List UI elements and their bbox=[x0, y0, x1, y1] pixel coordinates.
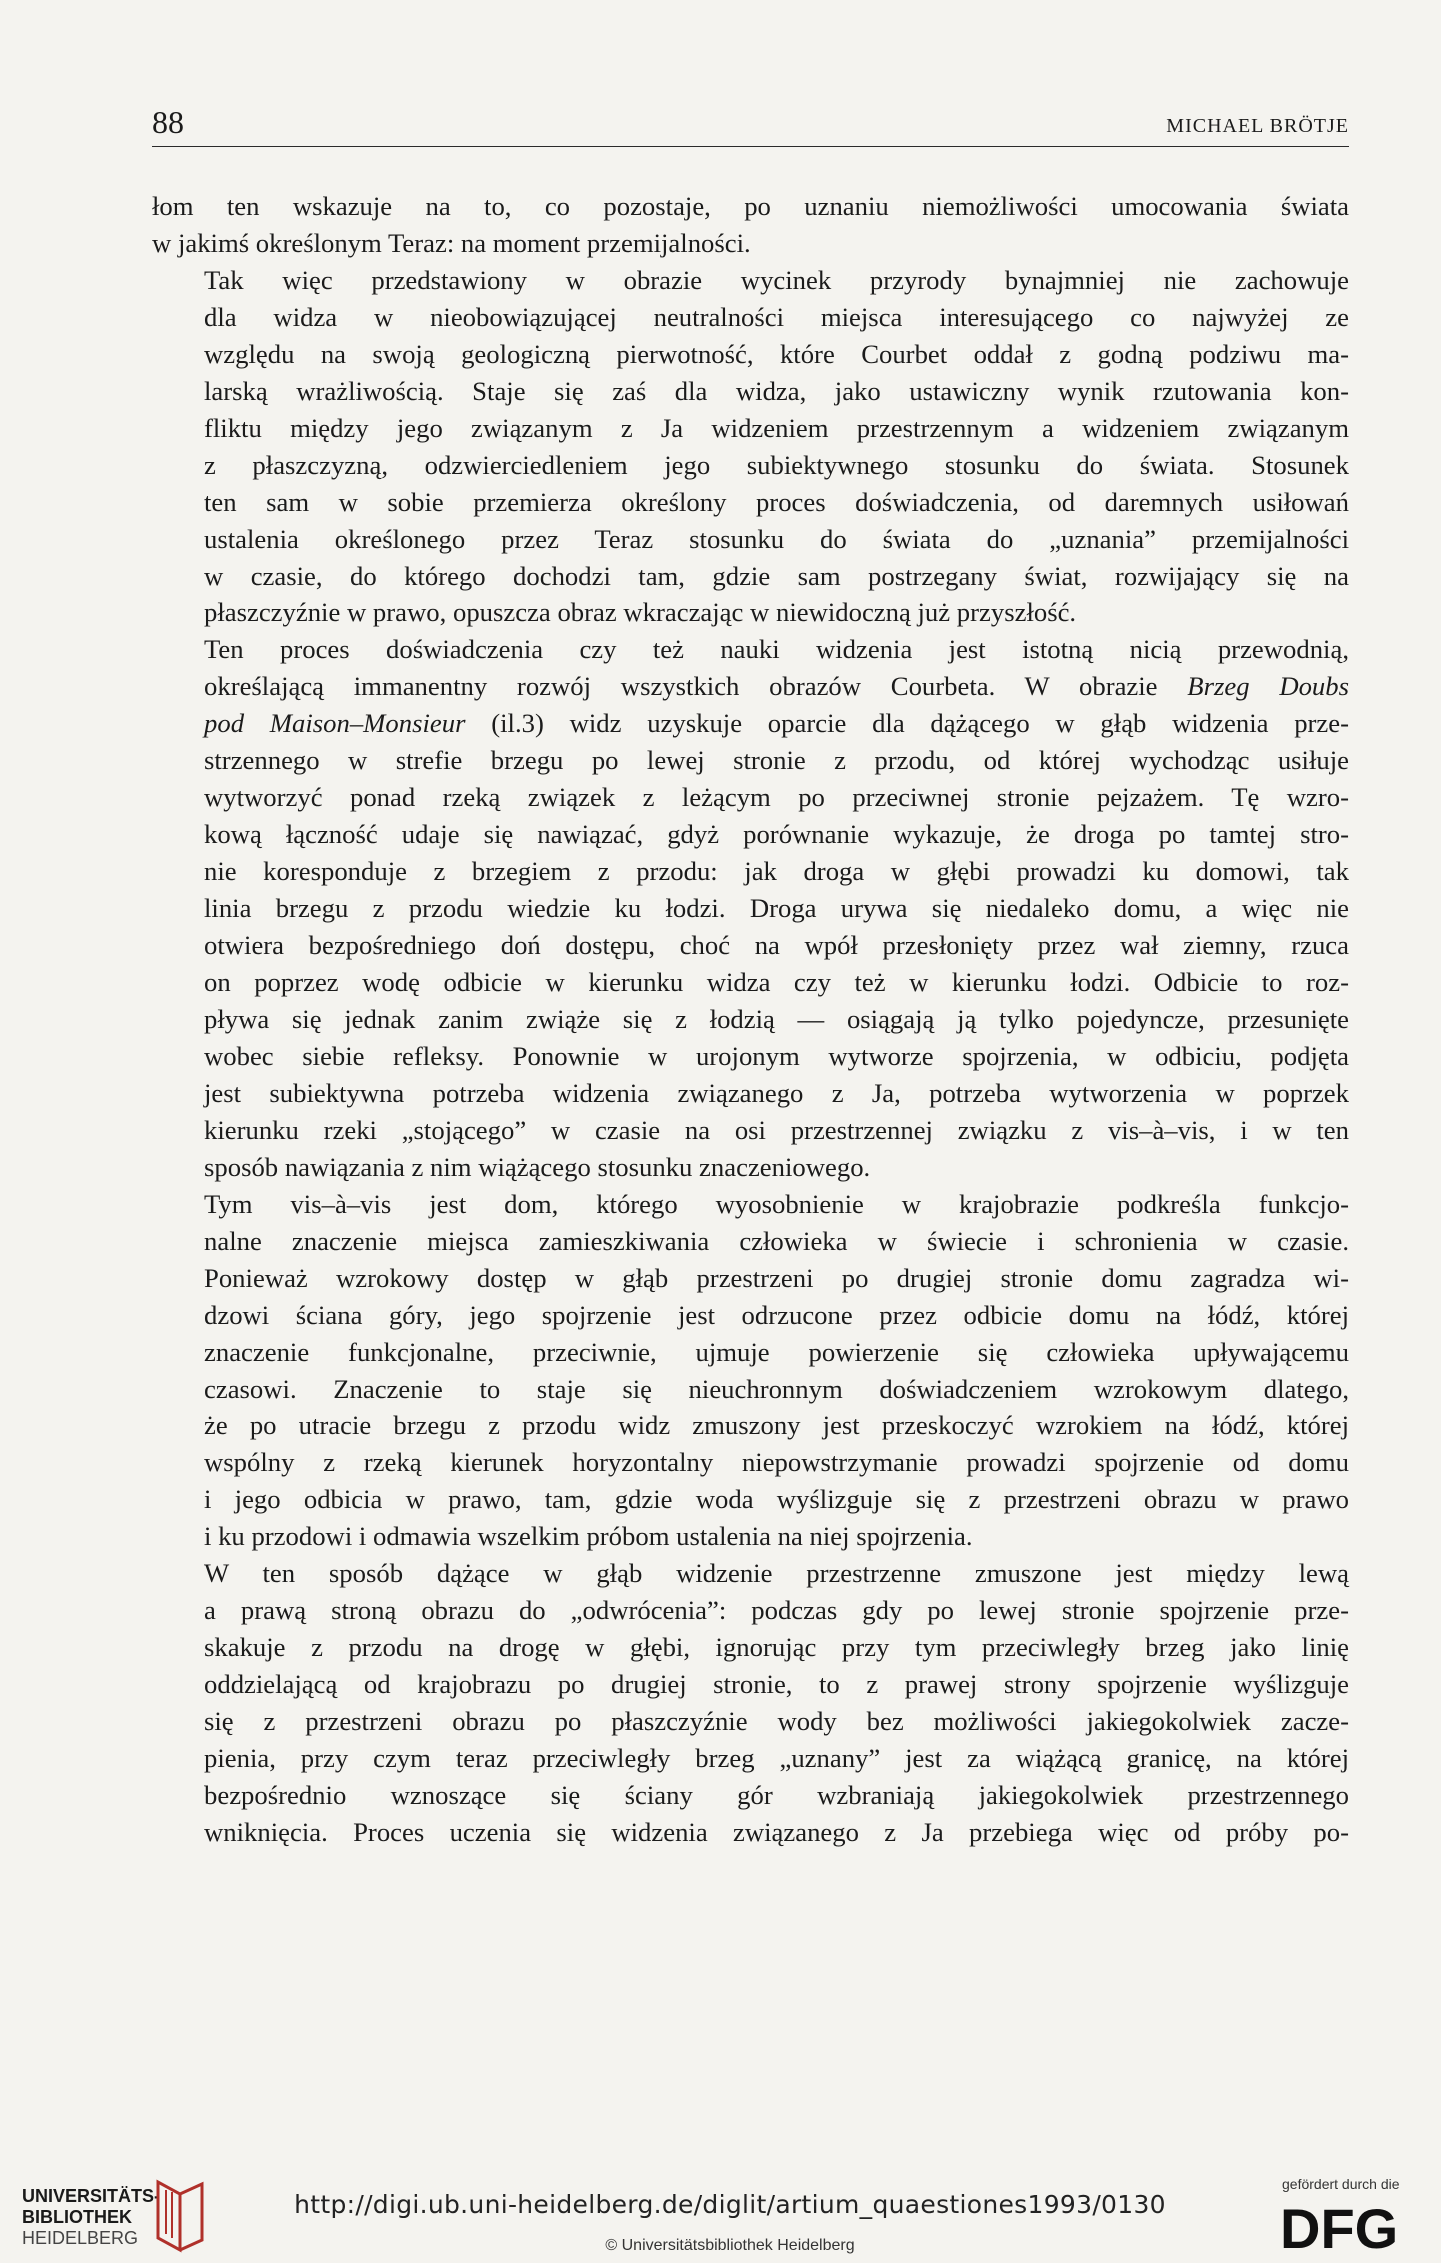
text-line: i jego odbicia w prawo, tam, gdzie woda wyślizguje się z przestrzeni obrazu w prawo bbox=[204, 1484, 1349, 1515]
text-segment: określającą immanentny rozwój wszystkich obrazów Courbeta. W obrazie bbox=[204, 671, 1188, 702]
library-name-line: BIBLIOTHEK bbox=[22, 2207, 132, 2227]
text-line: wobec siebie refleksy. Ponownie w urojonym wytworze spojrzenia, w odbiciu, podjęta bbox=[204, 1040, 1349, 1071]
paragraph-1 bbox=[152, 188, 1349, 262]
funder-logo-text: DFG bbox=[1280, 2197, 1399, 2256]
text-line: Tak więc przedstawiony w obrazie wycinek przyrody bynajmniej nie zachowuje bbox=[204, 264, 1349, 295]
text-line: kierunku rzeki „stojącego” w czasie na osi przestrzennej związku z vis–à–vis, i w ten bbox=[204, 1114, 1349, 1145]
paragraph-3 bbox=[152, 631, 1349, 1185]
page-header bbox=[152, 102, 1349, 147]
text-line: wspólny z rzeką kierunek horyzontalny niepowstrzymanie prowadzi spojrzenie od domu bbox=[204, 1447, 1349, 1478]
text-line: dla widza w nieobowiązującej neutralności miejsca interesującego co najwyżej ze bbox=[204, 301, 1349, 332]
text-line: znaczenie funkcjonalne, przeciwnie, ujmuje powierzenie się człowieka upływającemu bbox=[204, 1336, 1349, 1367]
dfg-logo-icon bbox=[1278, 2196, 1408, 2256]
text-line: on poprzez wodę odbicie w kierunku widza czy też w kierunku łodzi. Odbicie to roz- bbox=[204, 967, 1349, 998]
artwork-title: Brzeg Doubs bbox=[1187, 671, 1350, 702]
text-line: sposób nawiązania z nim wiążącego stosunku znaczeniowego. bbox=[204, 1151, 871, 1182]
text-line: fliktu między jego związanym z Ja widzeniem przestrzennym a widzeniem związanym bbox=[204, 412, 1349, 443]
text-line bbox=[152, 705, 1349, 742]
citation-url[interactable]: http://digi.ub.uni-heidelberg.de/diglit/artium_quaestiones1993/0130 bbox=[294, 2190, 1166, 2219]
text-line: wniknięcia. Proces uczenia się widzenia związanego z Ja przebiega więc od próby po- bbox=[204, 1816, 1349, 1847]
text-line: że po utracie brzegu z przodu widz zmuszony jest przeskoczyć wzrokiem na łódź, której bbox=[204, 1410, 1349, 1441]
text-line: względu na swoją geologiczną pierwotność, które Courbet oddał z godną podziwu ma- bbox=[204, 338, 1349, 369]
text-line: skakuje z przodu na drogę w głębi, ignorując przy tym przeciwległy brzeg jako linię bbox=[204, 1632, 1349, 1663]
text-line: się z przestrzeni obrazu po płaszczyźnie wody bez możliwości jakiegokolwiek zacze- bbox=[204, 1706, 1349, 1737]
library-name-line: UNIVERSITÄTS- bbox=[22, 2186, 161, 2206]
text-segment: (il.3) widz uzyskuje oparcie dla dążącego w głąb widzenia prze- bbox=[465, 708, 1349, 739]
library-logo-icon bbox=[150, 2176, 210, 2256]
text-line: oddzielającą od krajobrazu po drugiej stronie, to z prawej strony spojrzenie wyślizguje bbox=[204, 1669, 1349, 1700]
body-text bbox=[152, 188, 1349, 1851]
copyright-notice: © Universitätsbibliothek Heidelberg bbox=[605, 2237, 855, 2254]
text-line: czasowi. Znaczenie to staje się nieuchronnym doświadczeniem wzrokowym dlatego, bbox=[204, 1373, 1349, 1404]
library-logo-text bbox=[22, 2186, 160, 2249]
artwork-title: pod Maison–Monsieur bbox=[204, 708, 466, 739]
text-line: z płaszczyzną, odzwierciedleniem jego subiektywnego stosunku do świata. Stosunek bbox=[204, 449, 1349, 480]
text-line: ustalenia określonego przez Teraz stosunku do świata do „uznania” przemijalności bbox=[204, 523, 1349, 554]
text-line: pływa się jednak zanim zwiąże się z łodzią — osiągają ją tylko pojedyncze, przesunięte bbox=[204, 1003, 1349, 1034]
text-line bbox=[152, 668, 1349, 705]
text-line: pienia, przy czym teraz przeciwległy brzeg „uznany” jest za wiążącą granicę, na której bbox=[204, 1743, 1349, 1774]
text-line: dzowi ściana góry, jego spojrzenie jest odrzucone przez odbicie domu na łódź, której bbox=[204, 1299, 1349, 1330]
text-line: kową łączność udaje się nawiązać, gdyż porównanie wykazuje, że droga po tamtej stro- bbox=[204, 819, 1349, 850]
text-line: linia brzegu z przodu wiedzie ku łodzi. Droga urywa się niedaleko domu, a więc nie bbox=[204, 893, 1349, 924]
text-line: nalne znaczenie miejsca zamieszkiwania człowieka w świecie i schronienia w czasie. bbox=[204, 1225, 1349, 1256]
text-line: strzennego w strefie brzegu po lewej stronie z przodu, od której wychodząc usiłuje bbox=[204, 745, 1349, 776]
text-line: płaszczyźnie w prawo, opuszcza obraz wkraczając w niewidoczną już przyszłość. bbox=[204, 597, 1077, 628]
running-head: MICHAEL BRÖTJE bbox=[1166, 115, 1349, 137]
paragraph-5 bbox=[152, 1555, 1349, 1851]
text-line: w czasie, do którego dochodzi tam, gdzie sam postrzegany świat, rozwijający się na bbox=[204, 560, 1349, 591]
text-line: Ponieważ wzrokowy dostęp w głąb przestrzeni po drugiej stronie domu zagradza wi- bbox=[204, 1262, 1349, 1293]
text-line: Tym vis–à–vis jest dom, którego wyosobnienie w krajobrazie podkreśla funkcjo- bbox=[204, 1188, 1349, 1219]
digitization-footer bbox=[0, 2160, 1441, 2263]
text-line: Ten proces doświadczenia czy też nauki widzenia jest istotną nicią przewodnią, bbox=[204, 634, 1349, 665]
funder-label: gefördert durch die bbox=[1282, 2176, 1400, 2192]
paragraph-2 bbox=[152, 262, 1349, 632]
text-line: larską wrażliwością. Staje się zaś dla widza, jako ustawiczny wynik rzutowania kon- bbox=[204, 375, 1349, 406]
library-name-line: HEIDELBERG bbox=[22, 2228, 139, 2248]
text-line: nie koresponduje z brzegiem z przodu: jak droga w głębi prowadzi ku domowi, tak bbox=[204, 856, 1349, 887]
page-number: 88 bbox=[152, 104, 184, 140]
text-line: W ten sposób dążące w głąb widzenie przestrzenne zmuszone jest między lewą bbox=[204, 1558, 1349, 1589]
text-line: a prawą stroną obrazu do „odwrócenia”: podczas gdy po lewej stronie spojrzenie prze- bbox=[204, 1595, 1349, 1626]
text-line: w jakimś określonym Teraz: na moment przemijalności. bbox=[152, 227, 751, 258]
text-line: wytworzyć ponad rzeką związek z leżącym po przeciwnej stronie pejzażem. Tę wzro- bbox=[204, 782, 1349, 813]
text-line: bezpośrednio wznoszące się ściany gór wzbraniają jakiegokolwiek przestrzennego bbox=[204, 1779, 1349, 1810]
paragraph-4 bbox=[152, 1186, 1349, 1556]
text-line: łom ten wskazuje na to, co pozostaje, po uznaniu niemożliwości umocowania świata bbox=[152, 191, 1349, 221]
text-line: i ku przodowi i odmawia wszelkim próbom ustalenia na niej spojrzenia. bbox=[204, 1521, 973, 1552]
text-line: jest subiektywna potrzeba widzenia związanego z Ja, potrzeba wytworzenia w poprzek bbox=[204, 1077, 1349, 1108]
text-line: ten sam w sobie przemierza określony proces doświadczenia, od daremnych usiłowań bbox=[204, 486, 1349, 517]
text-line: otwiera bezpośredniego doń dostępu, choć na wpół przesłonięty przez wał ziemny, rzuca bbox=[204, 930, 1349, 961]
